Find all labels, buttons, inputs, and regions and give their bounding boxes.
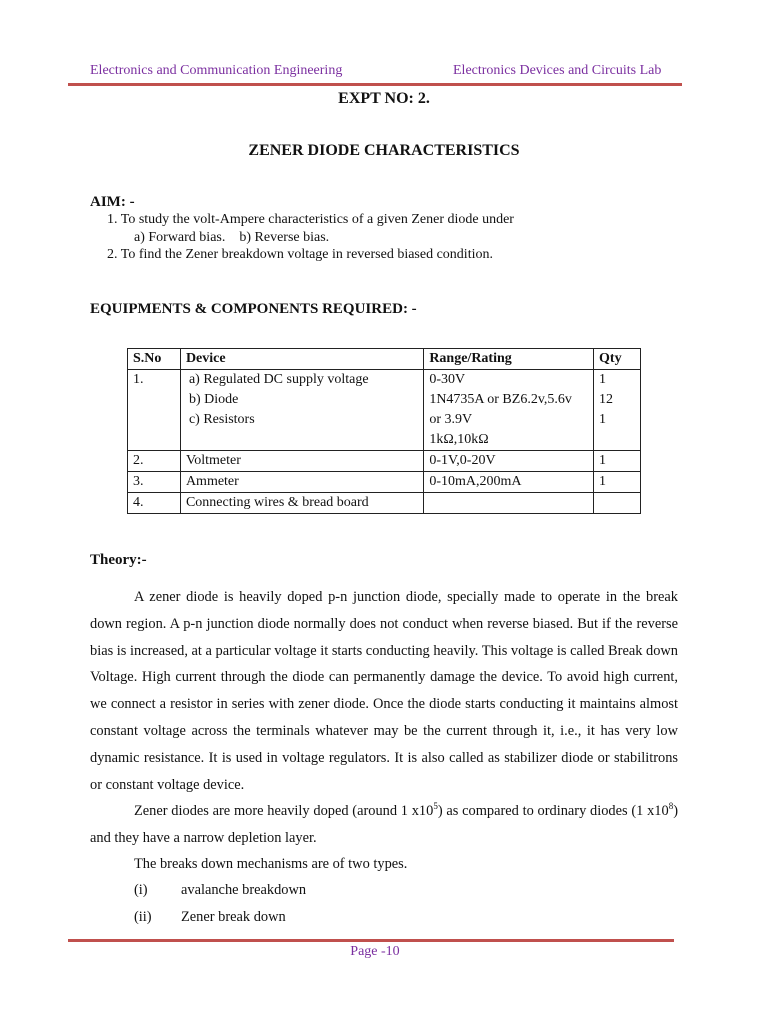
cell-sno: 1.	[128, 370, 181, 451]
table-row	[128, 493, 641, 514]
cell-range: 0-10mA,200mA	[424, 472, 594, 493]
footer-divider	[68, 939, 674, 942]
theory-heading: Theory:-	[90, 552, 147, 568]
p2-text-a: Zener diodes are more heavily doped (around 1 x10	[134, 803, 434, 819]
cell-device: Voltmeter	[180, 451, 423, 472]
qty-line: 1	[599, 372, 607, 387]
col-header-device: Device	[180, 349, 423, 370]
p2-text-c: ) and they have a narrow depletion layer.	[90, 803, 678, 846]
theory-paragraph-2	[90, 798, 678, 852]
header-department: Electronics and Communication Engineering	[90, 63, 343, 78]
device-line: c) Resistors	[188, 412, 255, 427]
list-item-number: (i)	[134, 882, 148, 898]
experiment-title: ZENER DIODE CHARACTERISTICS	[248, 142, 520, 159]
device-line: a) Regulated DC supply voltage	[188, 372, 369, 387]
page-number: Page -10	[350, 944, 400, 959]
cell-range	[424, 370, 594, 451]
theory-paragraph-3: The breaks down mechanisms are of two types.	[134, 856, 408, 872]
cell-sno: 2.	[128, 451, 181, 472]
equipments-heading: EQUIPMENTS & COMPONENTS REQUIRED: -	[90, 301, 417, 317]
p2-exponent-1: 5	[433, 801, 438, 812]
cell-qty: 1	[594, 472, 641, 493]
cell-device: Connecting wires & bread board	[180, 493, 423, 514]
col-header-range: Range/Rating	[424, 349, 594, 370]
cell-qty	[594, 370, 641, 451]
table-header-row	[128, 349, 641, 370]
table-row	[128, 451, 641, 472]
table-row	[128, 472, 641, 493]
list-item-number: (ii)	[134, 909, 152, 925]
col-header-qty: Qty	[594, 349, 641, 370]
col-header-sno: S.No	[128, 349, 181, 370]
cell-qty: 1	[594, 451, 641, 472]
cell-sno: 4.	[128, 493, 181, 514]
range-line: 1kΩ,10kΩ	[429, 432, 489, 447]
range-line: 1N4735A or BZ6.2v,5.6v	[429, 392, 572, 407]
cell-qty	[594, 493, 641, 514]
cell-device	[180, 370, 423, 451]
aim-heading: AIM: -	[90, 194, 135, 210]
cell-range: 0-1V,0-20V	[424, 451, 594, 472]
list-item-text: Zener break down	[181, 909, 286, 925]
device-line: b) Diode	[188, 392, 239, 407]
range-line: or 3.9V	[429, 412, 473, 427]
equipment-table	[127, 348, 641, 514]
range-line: 0-30V	[429, 372, 466, 387]
list-item-text: avalanche breakdown	[181, 882, 307, 898]
cell-sno: 3.	[128, 472, 181, 493]
aim-item-2: 2. To find the Zener breakdown voltage in reversed biased condition.	[107, 247, 493, 262]
aim-item-1-sub: a) Forward bias. b) Reverse bias.	[134, 230, 330, 245]
cell-range	[424, 493, 594, 514]
cell-device: Ammeter	[180, 472, 423, 493]
header-lab-name: Electronics Devices and Circuits Lab	[453, 63, 662, 78]
theory-paragraph-1: A zener diode is heavily doped p-n junction diode, specially made to operate in the break down region. A p-n junction diode normally does not conduct when reverse biased. But if the reverse bias is increased, at a particular voltage it starts conducting heavily. This voltage is called Break down Voltage. High current through the diode can permanently damage the device. To avoid high current, we connect a resistor in series with zener diode. Once the diode starts conducting it maintains almost constant voltage across the terminals whatever may be the current through it, i.e., it has very low dynamic resistance. It is used in voltage regulators. It is also called as stabilizer diode or stabilitrons or constant voltage device.	[90, 589, 678, 793]
qty-line: 12	[599, 392, 614, 407]
p2-text-b: ) as compared to ordinary diodes (1 x10	[437, 803, 669, 819]
experiment-number: EXPT NO: 2.	[338, 90, 430, 107]
aim-item-1: 1. To study the volt-Ampere characteristics of a given Zener diode under	[107, 212, 514, 227]
p2-exponent-2: 8	[668, 801, 674, 812]
header-divider	[68, 83, 682, 86]
table-row	[128, 370, 641, 451]
qty-line: 1	[599, 412, 607, 427]
